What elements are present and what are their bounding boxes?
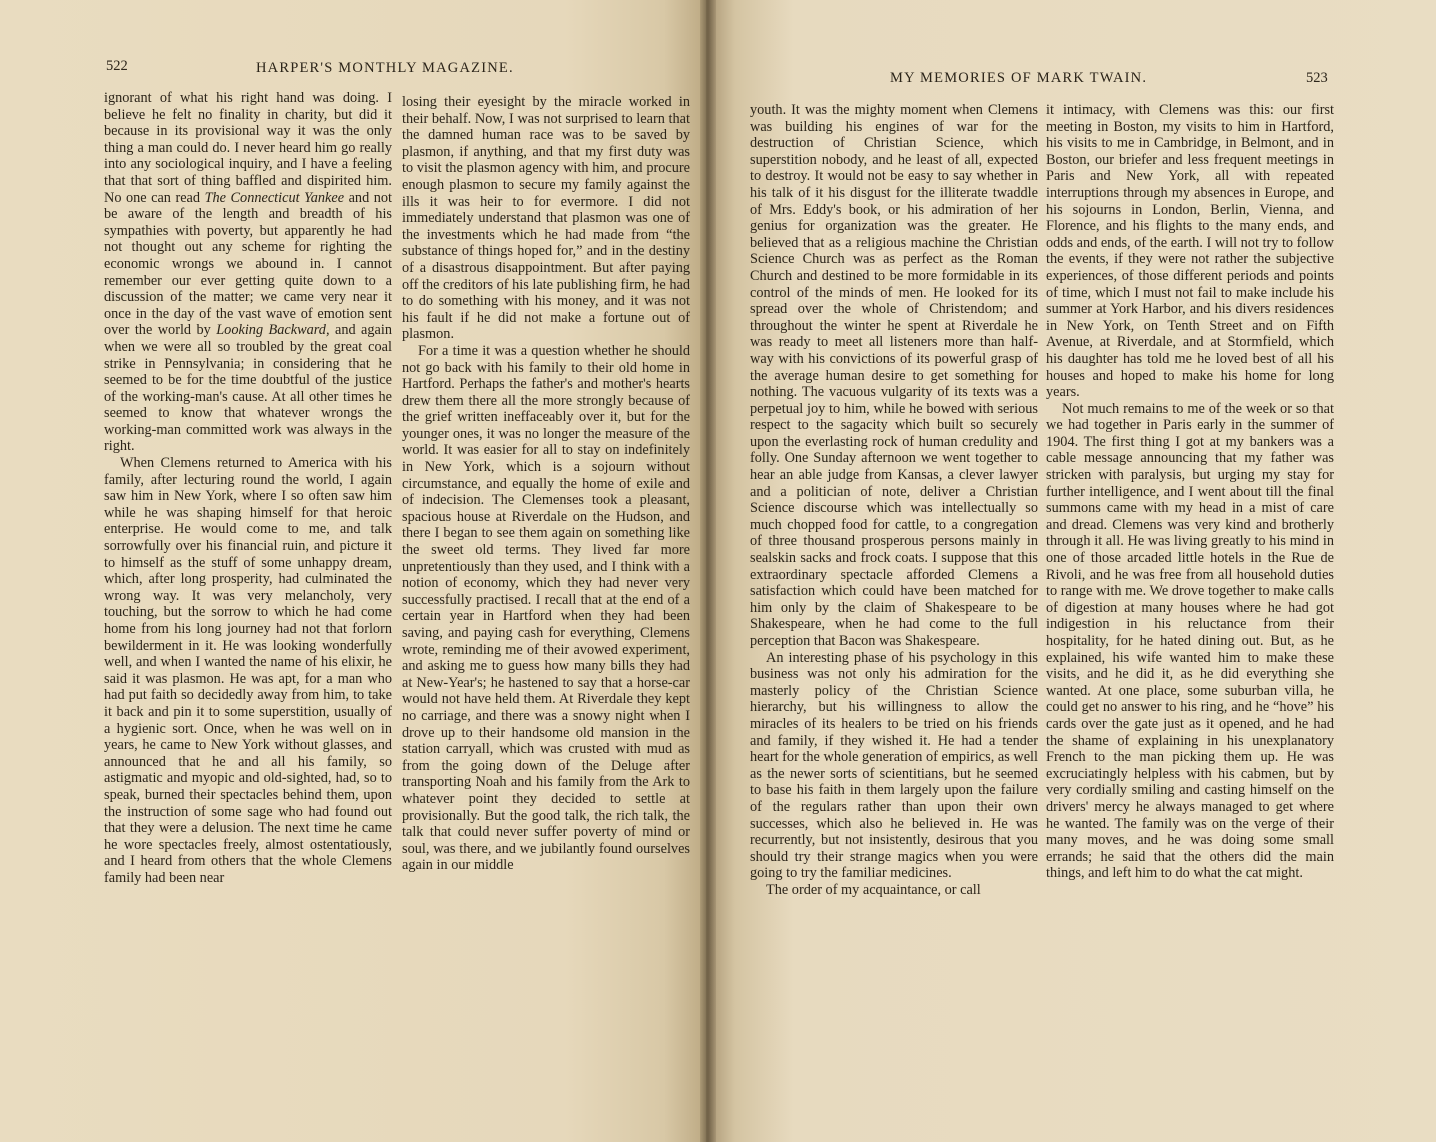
left-column-2 bbox=[402, 94, 690, 874]
book-gutter bbox=[700, 0, 716, 1142]
left-page bbox=[0, 0, 706, 1142]
paragraph: Not much remains to me of the week or so that we had together in Paris early in the summer of 1904. The first thing I got at my bankers was a cable message announcing that my father was stricken with paralysis, but urging my stay for further intelligence, and I went about till the final summons came with my head in a mist of care and dread. Clemens was very kind and brotherly through it all. He was living greatly to his mind in one of those arcaded little hotels in the Rue de Rivoli, and he was free from all household duties to range with me. We drove together to make calls of digestion at many houses where he had got indigestion in his reluctance from their hospitality, for he hated dining out. But, as he explained, his wife wanted him to make these visits, and he did it, as he did everything she wanted. At one place, some suburban villa, he could get no answer to his ring, and he “hove” his cards over the gate just as it opened, and he had the shame of explaining in his unexplanatory French to the man picking them up. He was excruciatingly helpless with his cabmen, but by very cordially smiling and casting himself on the drivers' mercy he always managed to get where he wanted. The family was on the verge of their many moves, and he was doing some small errands; he said that the others did the main things, and left him to do what the cat might. bbox=[1046, 400, 1334, 882]
right-column-1 bbox=[750, 102, 1038, 899]
paragraph: ignorant of what his right hand was doing. I believe he felt no finality in charity, but did it because in its provisional way it was the only thing a man could do. I never heard him go really into any sociological inquiry, and I have a feeling that that sort of thing baffled and dispirited him. No one can read The Connecticut Yankee and not be aware of the length and breadth of his sympathies with poverty, but apparently he had not thought out any scheme for righting the economic wrongs we abound in. I cannot remember our ever getting quite down to a discussion of the matter; we came very near it once in the day of the vast wave of emotion sent over the world by Looking Backward, and again when we were all so troubled by the great coal strike in Pennsylvania; in considering that he seemed to be for the time doubtful of the justice of the working-man's cause. At all other times he seemed to know that whatever wrongs the working-man committed work was always in the right. bbox=[104, 90, 393, 455]
italic-title: Looking Backward, bbox=[216, 322, 330, 339]
italic-title: The Connecticut Yankee bbox=[204, 189, 345, 206]
paragraph: An interesting phase of his psychology in this business was not only his admiration for the masterly policy of the Christian Science hierarchy, but his willingness to allow the miracles of its healers to be tried on his friends and family, if they wished it. He had a tender heart for the whole generation of empirics, as well as the newer sorts of scientitians, but he seemed to base his faith in them largely upon the failure of the regulars rather than upon their own successes, which also he believed in. He was recurrently, but not insistently, desirous that you should try their strange magics when you were going to try the familiar medicines. bbox=[750, 649, 1038, 882]
right-page bbox=[706, 0, 1436, 1142]
right-running-head: MY MEMORIES OF MARK TWAIN. bbox=[890, 70, 1148, 86]
paragraph: it intimacy, with Clemens was this: our first meeting in Boston, my visits to him in Hartford, his visits to me in Cambridge, in Belmont, and in Boston, our briefer and less frequent meetings in Paris and New York, all with repeated interruptions through my absences in Europe, and his sojourns in London, Berlin, Vienna, and Florence, and his flights to the many ends, and odds and ends, of the earth. I will not try to follow the events, if they were not rather the subjective experiences, of those different periods and points of time, which I must not fail to make include his summer at York Harbor, and his divers residences in New York, on Tenth Street and on Fifth Avenue, at Riverdale, and at Stormfield, which his daughter has told me he loved best of all his houses and hoped to make his home for long years. bbox=[1046, 102, 1334, 401]
paragraph: youth. It was the mighty moment when Clemens was building his engines of war for the destruction of Christian Science, which superstition nobody, and he least of all, expected to destroy. It would not be easy to say whether in his talk of it his disgust for the illiterate twaddle of Mrs. Eddy's book, or his admiration of her genius for organization was the greater. He believed that as a religious machine the Christian Science Church was as perfect as the Roman Church and destined to be more formidable in its control of the minds of men. He looked for its spread over the whole of Christendom; and throughout the winter he spent at Riverdale he was ready to meet all listeners more than half-way with his convictions of its powerful grasp of the average human desire to get something for nothing. The vacuous vulgarity of its texts was a perpetual joy to him, while he bowed with serious respect to the sagacity which built so securely upon the everlasting rock of human credulity and folly. One Sunday afternoon we went together to hear an able judge from Kansas, a clever lawyer and a politician of note, deliver a Christian Science discourse which was intellectually so much chopped food for cattle, to a congregation of three thousand prosperous persons mainly in sealskin sacks and frock coats. I suppose that this extraordinary spectacle afforded Clemens a satisfaction which could have been matched for him only by the claim of Shakespeare to be Shakespeare, when he had come to the full perception that Bacon was Shakespeare. bbox=[750, 102, 1038, 649]
paragraph: The order of my acquaintance, or call bbox=[766, 881, 981, 898]
paragraph: losing their eyesight by the miracle worked in their behalf. Now, I was not surprised to learn that the damned human race was to be saved by plasmon, if anything, and that my first duty was to visit the plasmon agency with him, and procure enough plasmon to secure my family against the ills it was heir to for evermore. I did not immediately understand that plasmon was one of the investments which he had made from “the substance of things hoped for,” and in the destiny of a disastrous disappointment. But after paying off the creditors of his late publishing firm, he had to do something with his money, and it was not his fault if he did not make a fortune out of plasmon. bbox=[402, 94, 690, 343]
right-page-number: 523 bbox=[1306, 70, 1328, 86]
left-page-number: 522 bbox=[106, 58, 128, 74]
left-column-1 bbox=[104, 90, 392, 887]
left-running-head: HARPER'S MONTHLY MAGAZINE. bbox=[256, 60, 514, 76]
paragraph: When Clemens returned to America with his family, after lecturing round the world, I again saw him in New York, where I so often saw him while he was shaping himself for that heroic enterprise. He would come to me, and talk sorrowfully over his financial ruin, and picture it to himself as the stuff of some unhappy dream, which, after long prosperity, had culminated the wrong way. It was very melancholy, very touching, but the sorrow to which he had come home from his long journey had not that forlorn bewilderment in it. He was looking wonderfully well, and when I wanted the name of his elixir, he said it was plasmon. He was apt, for a man who had put faith so decidedly away from him, to take it back and pin it to some superstition, usually of a hygienic sort. Once, when he was well on in years, he came to New York without glasses, and announced that he and all his family, so astigmatic and myopic and old-sighted, had, so to speak, burned their spectacles behind them, upon the instruction of some sage who had found out that they were a delusion. The next time he came he wore spectacles freely, almost ostentatiously, and I heard from others that the whole Clemens family had been near bbox=[104, 455, 392, 886]
paragraph: For a time it was a question whether he should not go back with his family to their old home in Hartford. Perhaps the father's and mother's hearts drew them there all the more strongly because of the grief written ineffaceably over it, but for the younger ones, it was no longer the measure of the world. It was easier for all to stay on indefinitely in New York, which is a sojourn without circumstance, and equally the home of exile and of indecision. The Clemenses took a pleasant, spacious house at Riverdale on the Hudson, and there I began to see them again on something like the sweet old terms. They lived far more unpretentiously than they used, and I think with a notion of economy, which they had never very successfully practised. I recall that at the end of a certain year in Hartford when they had been saving, and paying cash for everything, Clemens wrote, reminding me of their avowed experiment, and asking me to guess how many bills they had at New-Year's; he hastened to say that a horse-car would not have held them. At Riverdale they kept no carriage, and there was a snowy night when I drove up to their handsome old mansion in the station carryall, which was crusted with mud as from the going down of the Deluge after transporting Noah and his family from the Ark to whatever point they decided to settle at provisionally. But the good talk, the rich talk, the talk that could never suffer poverty of mind or soul, was there, and we jubilantly found ourselves again in our middle bbox=[402, 342, 690, 874]
right-column-2 bbox=[1046, 102, 1334, 882]
